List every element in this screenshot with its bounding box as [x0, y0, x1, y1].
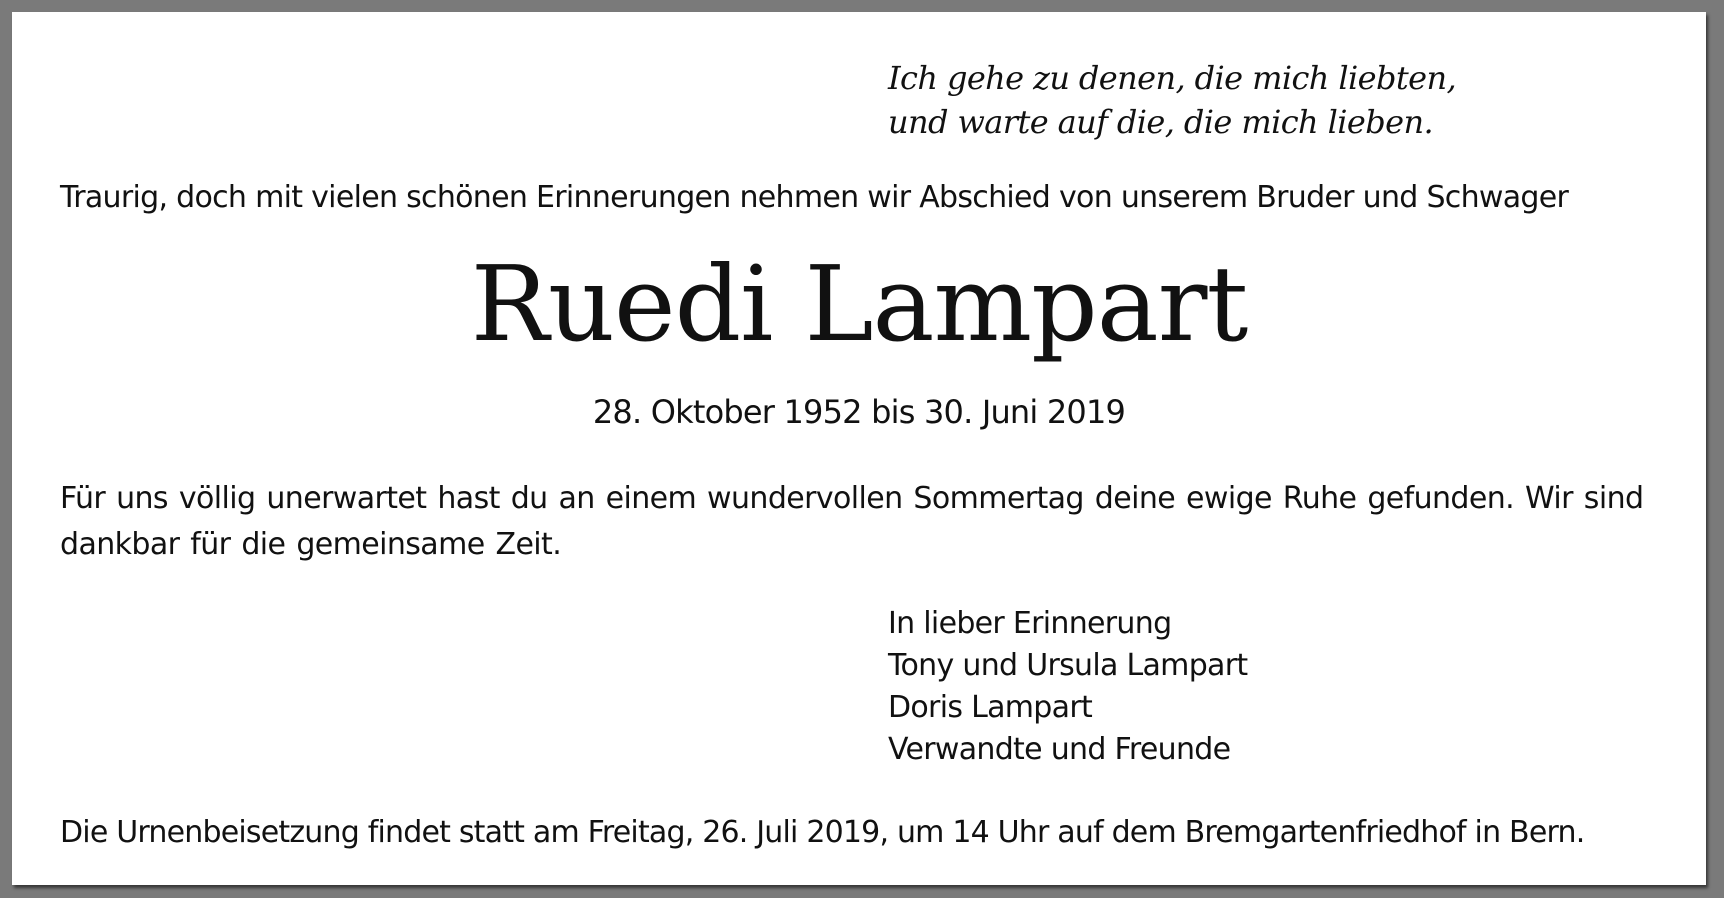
- mourner-name: Tony und Ursula Lampart: [888, 648, 1248, 683]
- signature-heading: In lieber Erinnerung: [888, 606, 1172, 641]
- message-text: Für uns völlig unerwartet hast du an einem wundervollen Sommertag deine ewige Ruhe gefunden. Wir sind dankbar für die gemeinsame Zeit.: [60, 481, 1644, 562]
- deceased-name: Ruedi Lampart: [470, 243, 1248, 365]
- burial-info: Die Urnenbeisetzung findet statt am Freitag, 26. Juli 2019, um 14 Uhr auf dem Bremgartenfriedhof in Bern.: [60, 815, 1585, 850]
- life-dates: 28. Oktober 1952 bis 30. Juni 2019: [592, 393, 1126, 431]
- motto-line-1: Ich gehe zu denen, die mich liebten,: [888, 59, 1457, 97]
- mourner-name: Doris Lampart: [888, 690, 1093, 725]
- motto-line-2: und warte auf die, die mich lieben.: [888, 103, 1434, 141]
- motto-quote: [888, 56, 1456, 144]
- mourner-name: Verwandte und Freunde: [888, 732, 1231, 767]
- obituary-notice: [12, 12, 1706, 885]
- intro-text: Traurig, doch mit vielen schönen Erinnerungen nehmen wir Abschied von unserem Bruder und Schwager: [60, 180, 1569, 215]
- signature-block: [888, 603, 1247, 771]
